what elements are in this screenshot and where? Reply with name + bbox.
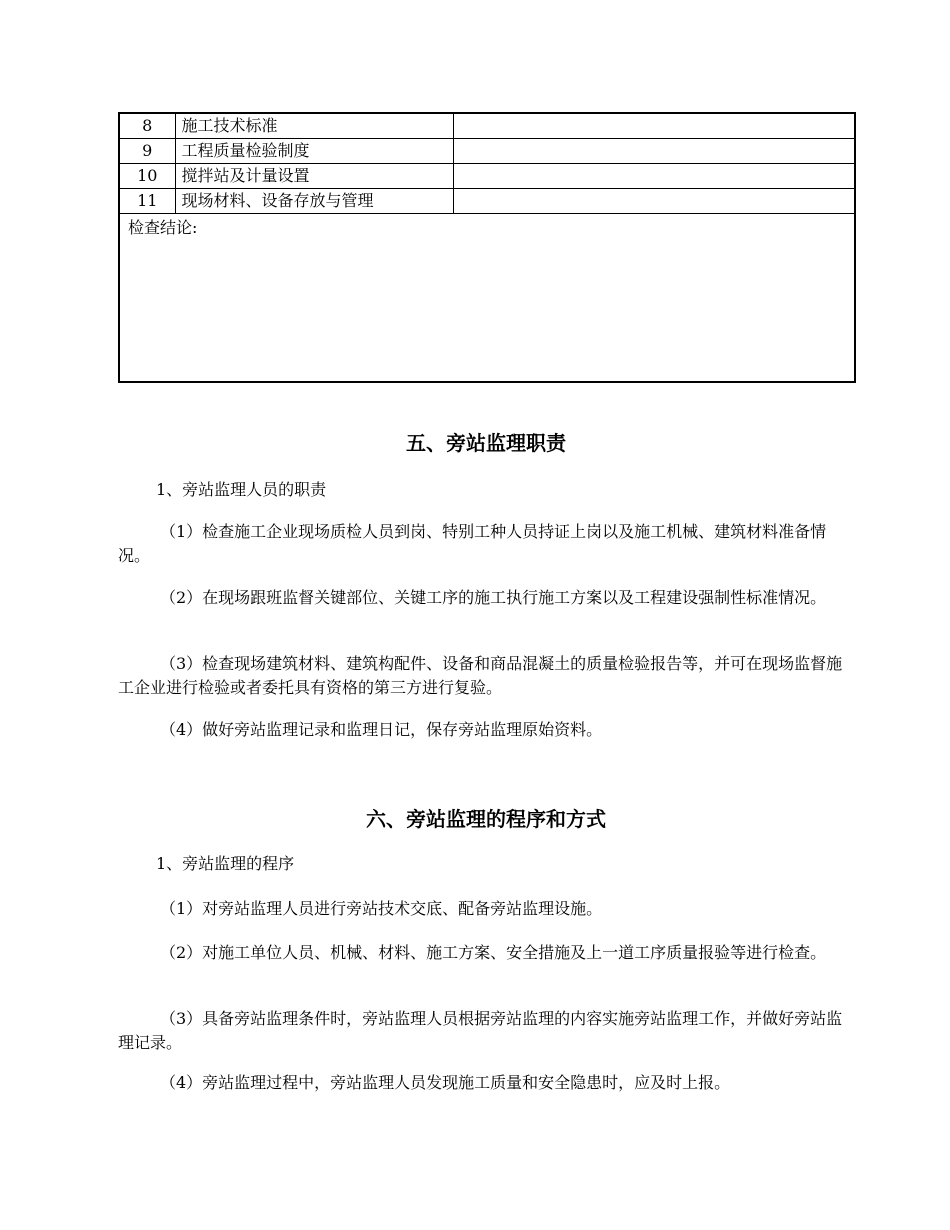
section-5-title: 五、旁站监理职责 (406, 431, 566, 455)
table-row (119, 139, 855, 164)
check-item: 工程质量检验制度 (175, 139, 453, 164)
inspection-checklist-table (118, 112, 856, 383)
section-5-item-1: （1）检查施工企业现场质检人员到岗、特别工种人员持证上岗以及施工机械、建筑材料准备情况。 (118, 522, 827, 565)
check-result-cell (453, 139, 855, 164)
check-item: 施工技术标准 (175, 113, 453, 139)
check-item: 搅拌站及计量设置 (175, 164, 453, 189)
row-number: 8 (119, 113, 175, 139)
conclusion-cell: 检查结论: (119, 214, 855, 383)
section-6-item-4: （4）旁站监理过程中，旁站监理人员发现施工质量和安全隐患时，应及时上报。 (160, 1073, 731, 1092)
check-item: 现场材料、设备存放与管理 (175, 189, 453, 214)
section-5-item-3: （3）检查现场建筑材料、建筑构配件、设备和商品混凝土的质量检验报告等，并可在现场监督施工企业进行检验或者委托具有资格的第三方进行复验。 (118, 654, 843, 697)
check-result-cell (453, 113, 855, 139)
section-6-item-1: （1）对旁站监理人员进行旁站技术交底、配备旁站监理设施。 (160, 899, 603, 918)
check-result-cell (453, 164, 855, 189)
section-5-item-2: （2）在现场跟班监督关键部位、关键工序的施工执行施工方案以及工程建设强制性标准情况。 (160, 588, 827, 607)
table-row (119, 113, 855, 139)
section-5-subheading: 1、旁站监理人员的职责 (156, 480, 327, 499)
table-row (119, 189, 855, 214)
check-result-cell (453, 189, 855, 214)
row-number: 9 (119, 139, 175, 164)
section-5-item-4: （4）做好旁站监理记录和监理日记，保存旁站监理原始资料。 (160, 720, 603, 739)
row-number: 10 (119, 164, 175, 189)
conclusion-row (119, 214, 855, 383)
row-number: 11 (119, 189, 175, 214)
section-6-title: 六、旁站监理的程序和方式 (366, 807, 606, 831)
section-6-item-2: （2）对施工单位人员、机械、材料、施工方案、安全措施及上一道工序质量报验等进行检查。 (160, 943, 827, 962)
table-row (119, 164, 855, 189)
section-6-item-3: （3）具备旁站监理条件时，旁站监理人员根据旁站监理的内容实施旁站监理工作，并做好旁站监理记录。 (118, 1009, 843, 1052)
section-6-subheading: 1、旁站监理的程序 (156, 854, 295, 873)
